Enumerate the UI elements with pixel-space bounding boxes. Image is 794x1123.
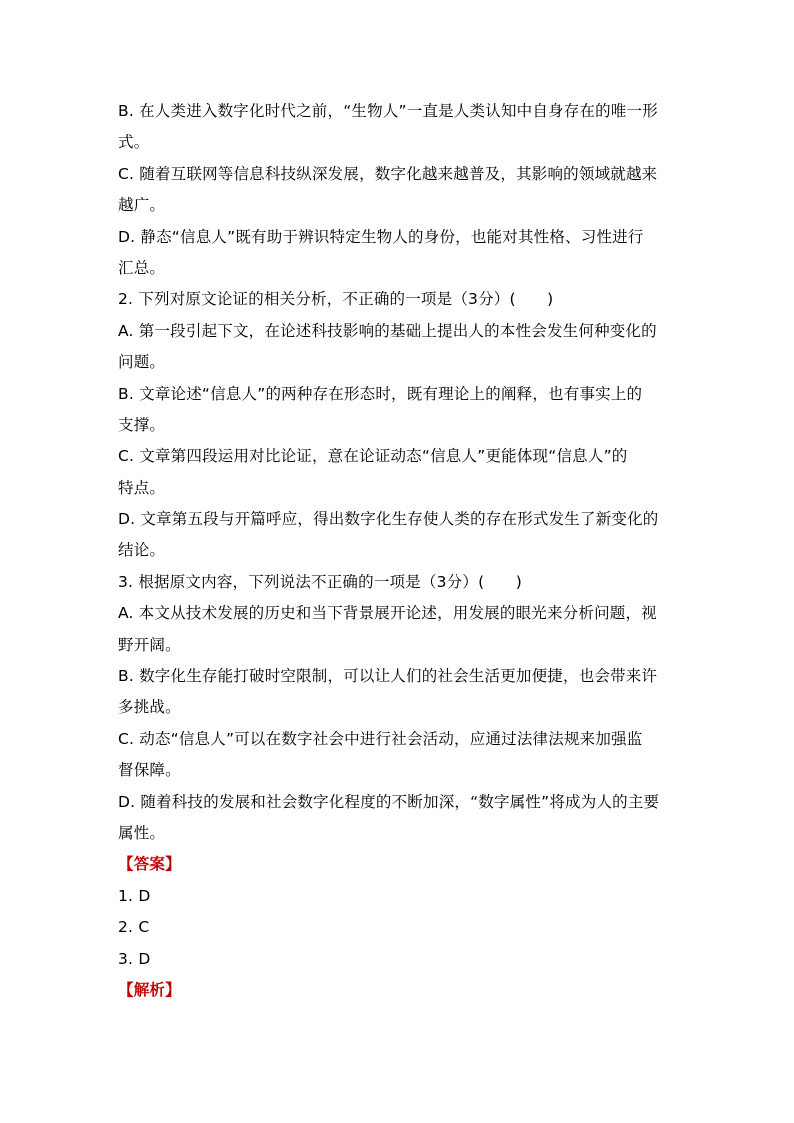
text-line: B. 数字化生存能打破时空限制，可以让人们的社会生活更加便捷，也会带来许: [118, 667, 658, 686]
text-line: D. 文章第五段与开篇呼应，得出数字化生存使人类的存在形式发生了新变化的: [118, 510, 659, 529]
answer-line: 2. C: [118, 918, 150, 937]
answer-line: 1. D: [118, 886, 151, 905]
text-line: 结论。: [118, 541, 166, 560]
text-line: 越广。: [118, 196, 166, 215]
text-line: 特点。: [118, 478, 166, 497]
question-line: 2. 下列对原文论证的相关分析，不正确的一项是（3分）( ): [118, 290, 554, 309]
text-line: A. 本文从技术发展的历史和当下背景展开论述，用发展的眼光来分析问题，视: [118, 604, 657, 623]
text-line: 督保障。: [118, 761, 181, 780]
text-line: 式。: [118, 133, 150, 152]
text-line: D. 静态“信息人”既有助于辨识特定生物人的身份，也能对其性格、习性进行: [118, 227, 644, 246]
text-line: 汇总。: [118, 258, 166, 277]
text-line: 属性。: [118, 823, 166, 842]
answer-heading: 【答案】: [118, 855, 181, 874]
text-line: C. 动态“信息人”可以在数字社会中进行社会活动，应通过法律法规来加强监: [118, 729, 643, 748]
text-line: D. 随着科技的发展和社会数字化程度的不断加深，“数字属性”将成为人的主要: [118, 792, 660, 811]
text-line: C. 文章第四段运用对比论证，意在论证动态“信息人”更能体现“信息人”的: [118, 447, 628, 466]
text-line: B. 在人类进入数字化时代之前，“生物人”一直是人类认知中自身存在的唯一形: [118, 102, 658, 120]
answer-line: 3. D: [118, 949, 151, 968]
text-line: C. 随着互联网等信息科技纵深发展，数字化越来越普及，其影响的领域就越来: [118, 164, 658, 183]
text-line: 野开阔。: [118, 635, 181, 654]
text-line: 问题。: [118, 353, 166, 372]
analysis-heading: 【解析】: [118, 980, 181, 999]
text-line: 支撑。: [118, 415, 166, 434]
text-line: 多挑战。: [118, 698, 181, 717]
text-line: A. 第一段引起下文，在论述科技影响的基础上提出人的本性会发生何种变化的: [118, 321, 657, 340]
document-content: [118, 96, 678, 1006]
text-line: B. 文章论述“信息人”的两种存在形态时，既有理论上的阐释，也有事实上的: [118, 384, 643, 403]
question-line: 3. 根据原文内容，下列说法不正确的一项是（3分）( ): [118, 572, 522, 591]
